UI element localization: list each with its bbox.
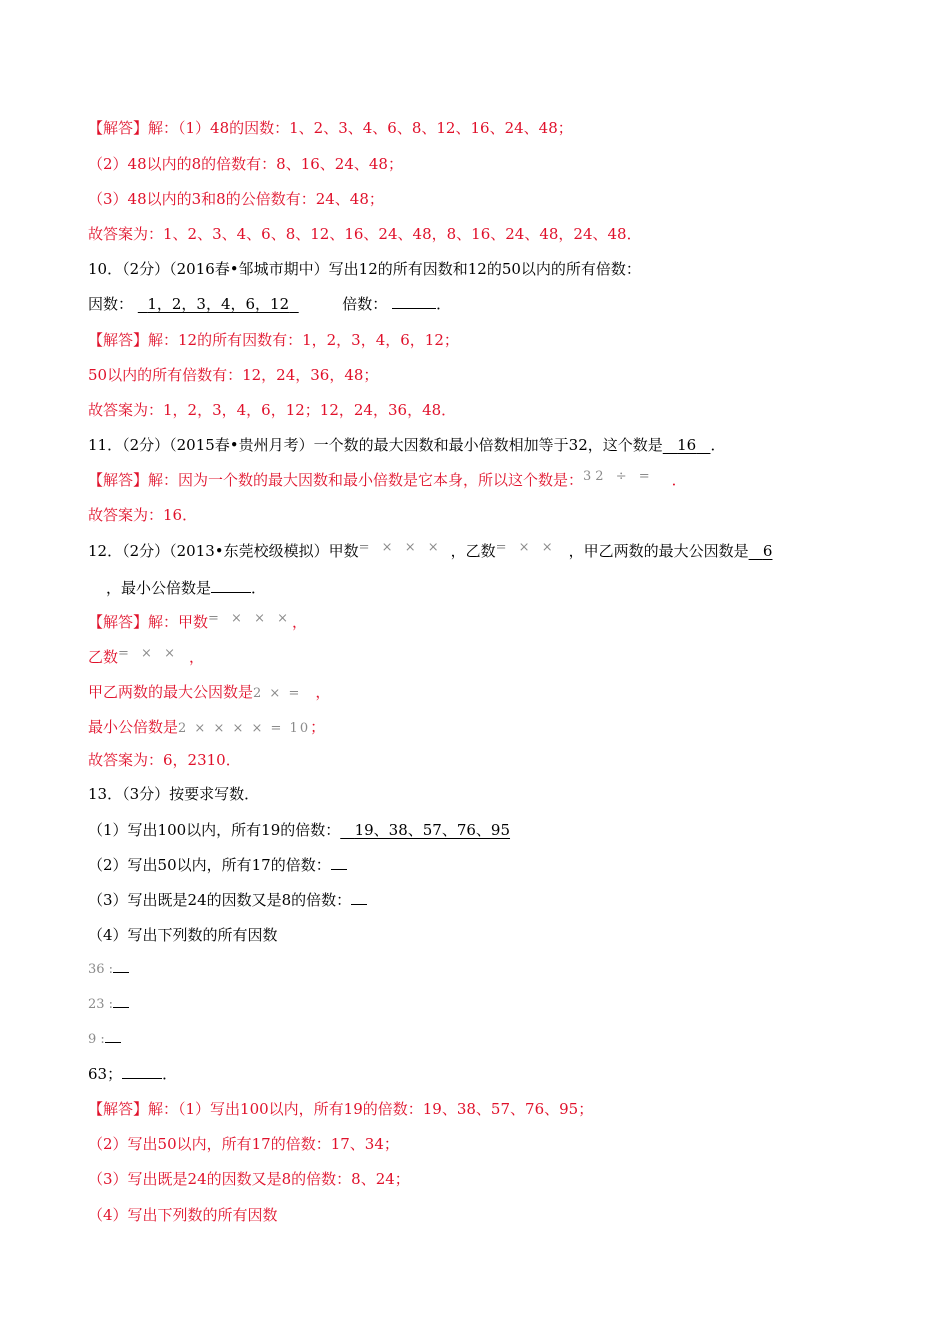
factor-23: 23 :: [88, 993, 890, 1015]
answer-9-line-2: （2）48以内的8的倍数有：8、16、24、48；: [88, 155, 403, 173]
question-13-part-1: （1）写出100以内，所有19的倍数： 19、38、57、76、95: [88, 821, 511, 839]
question-12: 12．（2分）（2013•东莞校级模拟）甲数= × × × ，乙数= × × ，甲乙两数的最大公因数是 6: [88, 540, 773, 560]
formula-image: = × ×: [118, 646, 179, 661]
question-13-part-3: （3）写出既是24的因数又是8的倍数：: [88, 890, 890, 910]
blank: [113, 993, 129, 1008]
answer-9-line-4: 故答案为：1、2、3、4、6、8、12、16、24、48，8、16、24、48，24、48．: [88, 225, 642, 243]
answer-9-line-1: 【解答】解：（1）48的因数：1、2、3、4、6、8、12、16、24、48；: [88, 119, 573, 137]
multiple-blank: [392, 294, 436, 309]
answer-11-line-2: 故答案为：16．: [88, 506, 198, 524]
answer-12-line-2: 乙数= × × ，: [88, 646, 204, 666]
formula-image: 2 × × × × = 10: [178, 721, 311, 736]
answer-13-line-3: （3）写出既是24的因数又是8的倍数：8、24；: [88, 1170, 410, 1188]
q13-1-answer: 19、38、57、76、95: [354, 821, 511, 839]
blank: [331, 855, 347, 870]
answer-10-line-1: 【解答】解：12的所有因数有：1，2，3，4，6，12；: [88, 331, 459, 349]
blank: [122, 1064, 162, 1079]
blank: [105, 1028, 121, 1043]
factor-36: 36 :: [88, 958, 890, 980]
answer-12-line-1: 【解答】解：甲数= × × ×，: [88, 611, 307, 631]
answer-11-line-1: 【解答】解：因为一个数的最大因数和最小倍数是它本身，所以这个数是：32 ÷ = ．: [88, 469, 687, 489]
formula-image: = × × ×: [208, 611, 292, 626]
answer-12-line-4: 最小公倍数是2 × × × × = 10；: [88, 718, 326, 736]
question-10-blanks: 因数： 1，2，3，4，6，12 倍数： ．: [88, 295, 452, 313]
blank: [113, 958, 129, 973]
formula-image: 32 ÷ =: [583, 469, 654, 484]
answer-12-line-5: 故答案为：6，2310．: [88, 751, 241, 769]
question-13: 13．（3分）按要求写数．: [88, 785, 260, 803]
answer-10-line-3: 故答案为：1，2，3，4，6，12；12，24，36，48．: [88, 401, 457, 419]
question-11: 11．（2分）（2015春•贵州月考）一个数的最大因数和最小倍数相加等于32，这个数是 16 ．: [88, 436, 726, 454]
question-13-part-2: （2）写出50以内，所有17的倍数：: [88, 855, 890, 875]
question-10: 10．（2分）（2016春•邹城市期中）写出12的所有因数和12的50以内的所有倍数：: [88, 260, 641, 278]
answer-9-line-3: （3）48以内的3和8的公倍数有：24、48；: [88, 190, 384, 208]
blank: [351, 890, 367, 905]
formula-image: = × ×: [495, 540, 557, 555]
answer-12-line-3: 甲乙两数的最大公因数是2 × = ，: [88, 683, 331, 701]
answer-13-line-1: 【解答】解：（1）写出100以内，所有19的倍数：19、38、57、76、95；: [88, 1100, 594, 1118]
answer-13-line-4: （4）写出下列数的所有因数: [88, 1206, 278, 1224]
question-12-line-2: ，最小公倍数是 ．: [106, 579, 267, 597]
factor-9: 9 :: [88, 1028, 890, 1050]
factor-answer: 1，2，3，4，6，12: [147, 295, 290, 313]
formula-image: 2 × =: [253, 686, 302, 701]
answer-13-line-2: （2）写出50以内，所有17的倍数：17、34；: [88, 1135, 399, 1153]
lcm-blank: [211, 578, 251, 593]
answer-10-line-2: 50以内的所有倍数有：12，24，36，48；: [88, 366, 379, 384]
q11-answer: 16: [677, 436, 697, 454]
factor-label: 因数：: [88, 295, 134, 313]
question-13-part-4: （4）写出下列数的所有因数: [88, 926, 278, 944]
formula-image: = × × ×: [358, 540, 443, 555]
q12-answer: 6: [762, 542, 773, 560]
factor-63: 63； ．: [88, 1065, 178, 1083]
multiple-label: 倍数：: [342, 295, 388, 313]
